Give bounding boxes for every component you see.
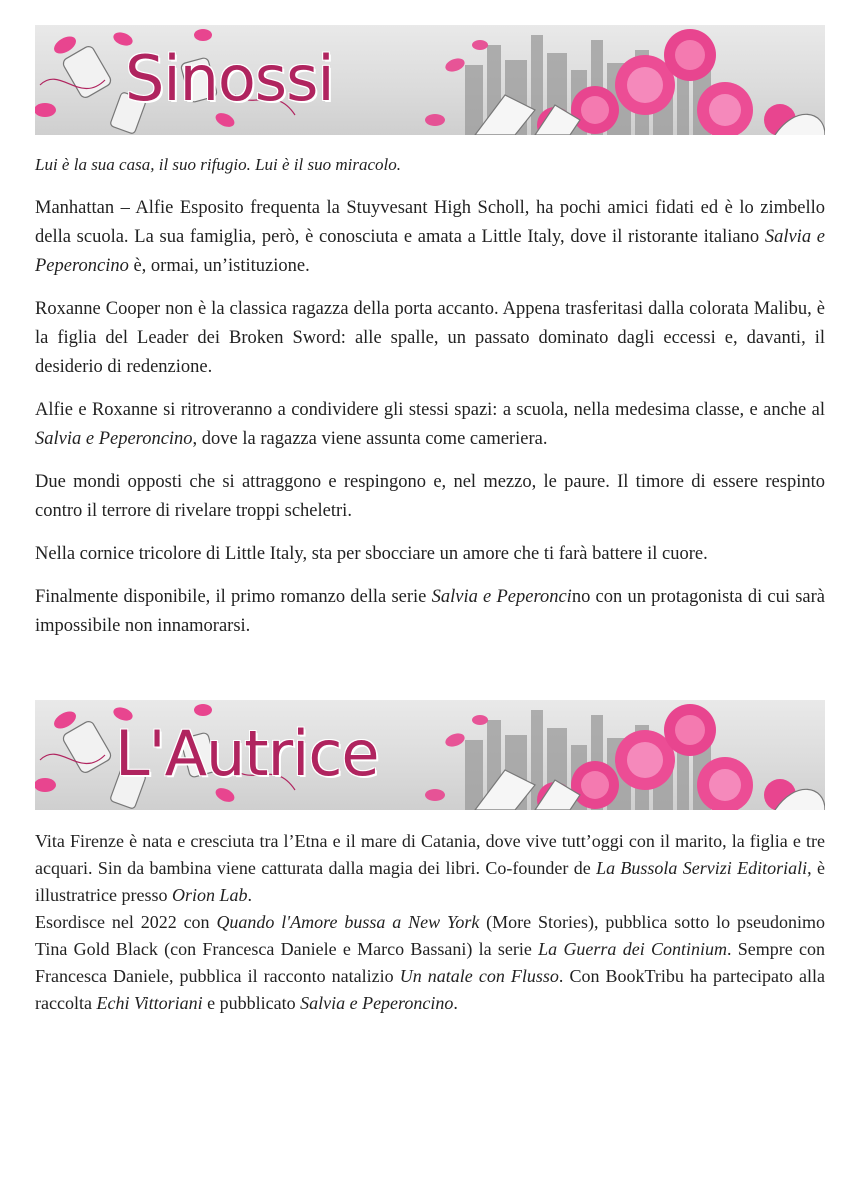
- book-title: Salvia e Peperoncino: [35, 429, 193, 449]
- text-span: .: [453, 993, 458, 1013]
- author-heading: L'Autrice: [115, 717, 379, 790]
- synopsis-paragraph: Roxanne Cooper non è la classica ragazza della porta accanto. Appena trasferitasi dalla colorata Malibu, è la figlia del Leader dei Broken Sword: alle spalle, un passato dominato dagli eccessi e, davanti, il desiderio di redenzione.: [35, 299, 825, 377]
- book-title: Salvia e Peperoncino: [300, 993, 454, 1013]
- synopsis-paragraph: Due mondi opposti che si attraggono e respingono e, nel mezzo, le paure. Il timore di essere respinto contro il terrore di rivelare troppi scheletri.: [35, 472, 825, 521]
- author-banner: [35, 700, 825, 810]
- synopsis-paragraph: [35, 194, 825, 281]
- synopsis-text: [35, 154, 825, 655]
- text-span: Manhattan – Alfie Esposito frequenta la Stuyvesant High Scholl, ha pochi amici fidati ed è lo zimbello della scuola. La sua famiglia, però, è conosciuta e amata a Little Italy, dove il ristorante italiano: [35, 198, 825, 247]
- company-name: Orion Lab: [171, 885, 248, 905]
- synopsis-paragraph: [35, 583, 825, 641]
- text-span: .: [247, 885, 252, 905]
- book-title: Salvia e Peperoncino: [35, 227, 825, 276]
- book-title: Echi Vittoriani: [96, 993, 203, 1013]
- text-span: Vita Firenze è nata e cresciuta tra l’Etna e il mare di Catania, dove vive tutt’oggi con il marito, la figlia e tre acquari. Sin da bambina viene catturata dalla magia dei libri. Co-founder de: [35, 831, 825, 878]
- book-title: Un natale con Flusso: [399, 966, 559, 986]
- synopsis-tagline: Lui è la sua casa, il suo rifugio. Lui è il suo miracolo.: [35, 155, 401, 174]
- author-paragraph: [35, 828, 825, 909]
- text-span: , dove la ragazza viene assunta come cameriera.: [192, 429, 548, 449]
- synopsis-paragraph: Nella cornice tricolore di Little Italy, sta per sbocciare un amore che ti farà battere il cuore.: [35, 544, 708, 564]
- text-span: no con un protagonista di cui sarà impossibile non innamorarsi.: [35, 587, 826, 636]
- text-span: , è illustratrice presso: [35, 858, 825, 905]
- synopsis-banner: [35, 25, 825, 135]
- text-span: Alfie e Roxanne si ritroveranno a condividere gli stessi spazi: a scuola, nella medesima classe, e anche al: [35, 400, 825, 420]
- synopsis-paragraph: [35, 396, 825, 454]
- book-title: Salvia e Peperonci: [431, 587, 572, 607]
- author-paragraph: [35, 909, 825, 1017]
- text-span: . Con BookTribu ha partecipato alla raccolta: [35, 966, 825, 1013]
- text-span: (More Stories), pubblica sotto lo pseudonimo Tina Gold Black (con Francesca Daniele e Marco Bassani) la serie: [35, 912, 825, 959]
- text-span: e pubblicato: [202, 993, 301, 1013]
- text-span: . Sempre con Francesca Daniele, pubblica il racconto natalizio: [35, 939, 825, 986]
- book-title: La Guerra dei Continium: [538, 939, 727, 959]
- book-title: Quando l'Amore bussa a New York: [216, 912, 480, 932]
- text-span: Esordisce nel 2022 con: [35, 912, 217, 932]
- synopsis-heading: Sinossi: [125, 42, 334, 115]
- text-span: Finalmente disponibile, il primo romanzo della serie: [35, 587, 432, 607]
- text-span: è, ormai, un’istituzione.: [128, 256, 310, 276]
- company-name: La Bussola Servizi Editoriali: [596, 858, 808, 878]
- author-text: [35, 828, 825, 1017]
